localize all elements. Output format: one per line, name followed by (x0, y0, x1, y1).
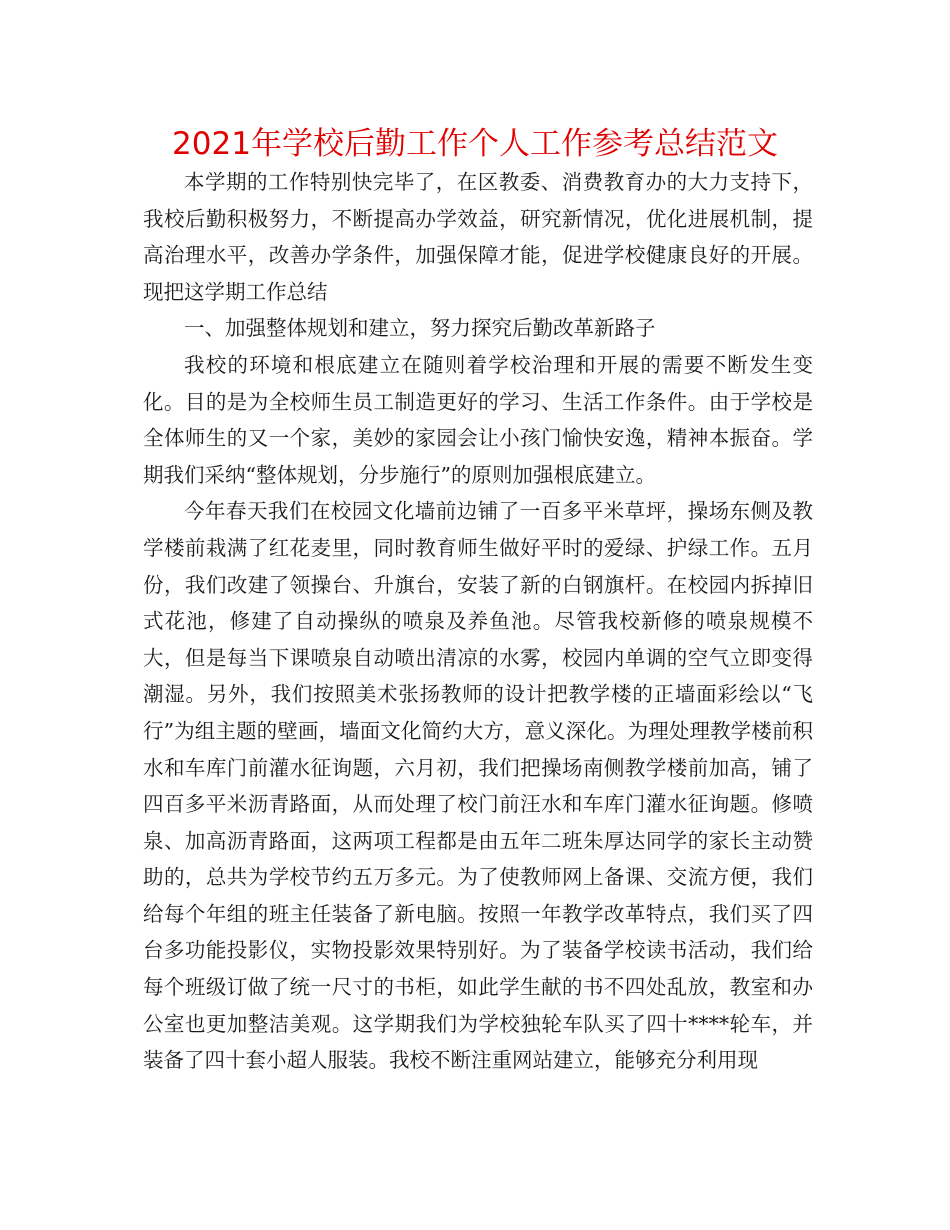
document-title: 2021年学校后勤工作个人工作参考总结范文 (172, 126, 778, 162)
paragraph-intro: 本学期的工作特别快完毕了，在区教委、消费教育办的大力支持下，我校后勤积极努力，不断提高办学效益，研究新情况，优化进展机制，提高治理水平，改善办学条件，加强保障才能，促进学校健康良好的开展。现把这学期工作总结 (143, 170, 813, 304)
paragraph-environment: 我校的环境和根底建立在随则着学校治理和开展的需要不断发生变化。目的是为全校师生员工制造更好的学习、生活工作条件。由于学校是全体师生的又一个家，美妙的家园会让小孩门愉快安逸，精神本振奋。学期我们采纳“整体规划，分步施行”的原则加强根底建立。 (143, 352, 813, 487)
section-heading-1: 一、加强整体规划和建立，努力探究后勤改革新路子 (184, 316, 656, 341)
document-body (143, 164, 813, 1079)
paragraph-construction: 今年春天我们在校园文化墙前边铺了一百多平米草坪，操场东侧及教学楼前栽满了红花麦里，同时教育师生做好平时的爱绿、护绿工作。五月份，我们改建了领操台、升旗台，安装了新的白钢旗杆。在校园内拆掉旧式花池，修建了自动操纵的喷泉及养鱼池。尽管我校新修的喷泉规模不大，但是每当下课喷泉自动喷出清凉的水雾，校园内单调的空气立即变得潮湿。另外，我们按照美术张扬教师的设计把教学楼的正墙面彩绘以“飞行”为组主题的壁画，墙面文化简约大方，意义深化。为理处理教学楼前积水和车库门前灌水征询题，六月初，我们把操场南侧教学楼前加高，铺了四百多平米沥青路面，从而处理了校门前汪水和车库门灌水征询题。修喷泉、加高沥青路面，这两项工程都是由五年二班朱厚达同学的家长主动赞助的，总共为学校节约五万多元。为了使教师网上备课、交流方便，我们给每个年组的班主任装备了新电脑。按照一年教学改革特点，我们买了四台多功能投影仪，实物投影效果特别好。为了装备学校读书活动，我们给每个班级订做了统一尺寸的书柜，如此学生献的书不四处乱放，教室和办公室也更加整洁美观。这学期我们为学校独轮车队买了四十****轮车，并装备了四十套小超人服装。我校不断注重网站建立，能够充分利用现 (143, 499, 813, 1073)
